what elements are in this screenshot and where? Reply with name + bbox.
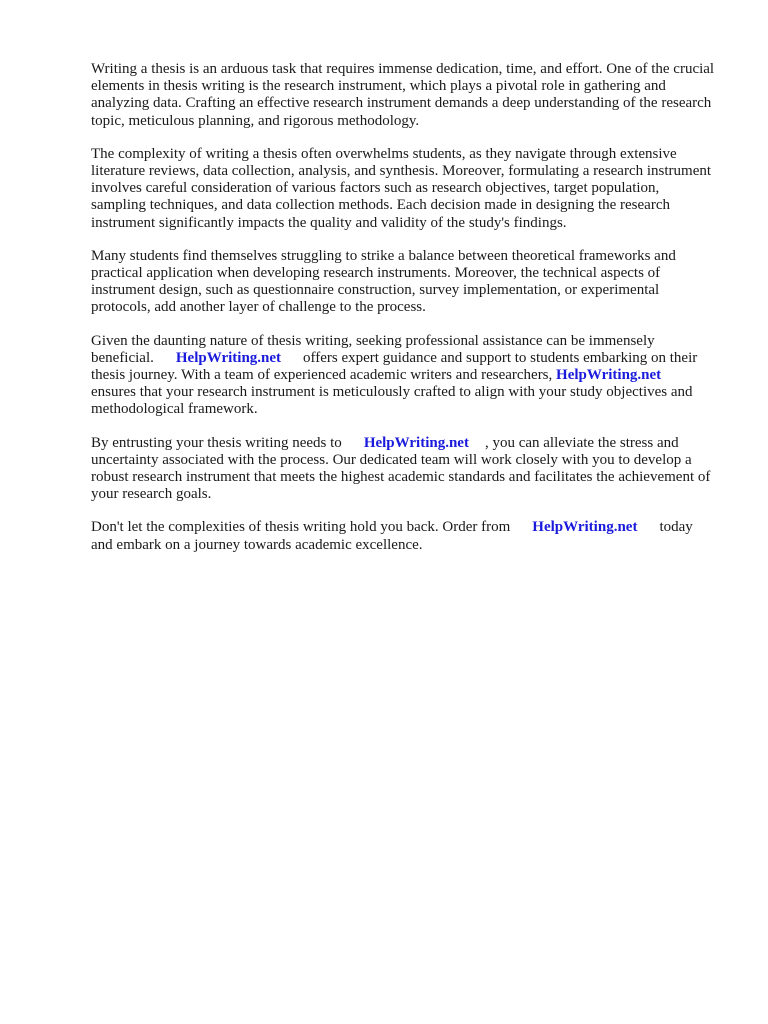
paragraph-call-to-action (91, 519, 716, 553)
paragraph-text: By entrusting your thesis writing needs to (91, 434, 342, 451)
document-page (91, 61, 716, 570)
helpwriting-link[interactable]: HelpWriting.net (556, 367, 662, 384)
helpwriting-link[interactable]: HelpWriting.net (175, 349, 282, 366)
paragraph-text: today and embark on a journey towards academic excellence. (91, 519, 693, 553)
paragraph-text: Don't let the complexities of thesis writing hold you back. Order from (91, 519, 511, 536)
paragraph-text: Given the daunting nature of thesis writing, seeking professional assistance can be immensely beneficial. (91, 332, 655, 366)
paragraph-text: offers expert guidance and support to students embarking on their thesis journey. With a team of experienced academic writers and researchers, (91, 349, 698, 384)
helpwriting-link[interactable]: HelpWriting.net (363, 434, 469, 451)
paragraph-text: ensures that your research instrument is meticulously crafted to align with your study objectives and methodological framework. (91, 384, 693, 418)
paragraph-assistance (91, 333, 716, 419)
paragraph-complexity: The complexity of writing a thesis often overwhelms students, as they navigate through extensive literature reviews, data collection, analysis, and synthesis. Moreover, formulating a research instrument involves careful consideration of various factors such as research objectives, target population, sampling techniques, and data collection methods. Each decision made in designing the research instrument significantly impacts the quality and validity of the study's findings. (91, 145, 712, 231)
paragraph-intro: Writing a thesis is an arduous task that requires immense dedication, time, and effort. One of the crucial elements in thesis writing is the research instrument, which plays a pivotal role in gathering and analyzing data. Crafting an effective research instrument demands a deep understanding of the research topic, meticulous planning, and rigorous methodology. (91, 61, 715, 129)
paragraph-entrusting (91, 435, 716, 504)
helpwriting-link[interactable]: HelpWriting.net (532, 519, 638, 536)
paragraph-struggles: Many students find themselves struggling to strike a balance between theoretical frameworks and practical application when developing research instruments. Moreover, the technical aspects of instrument design, such as questionnaire construction, survey implementation, or experimental protocols, add another layer of challenge to the process. (91, 247, 676, 316)
paragraph-text: , you can alleviate the stress and uncertainty associated with the process. Our dedicated team will work closely with you to develop a robust research instrument that meets the highest academic standards and facilitates the achievement of your research goals. (91, 434, 711, 503)
